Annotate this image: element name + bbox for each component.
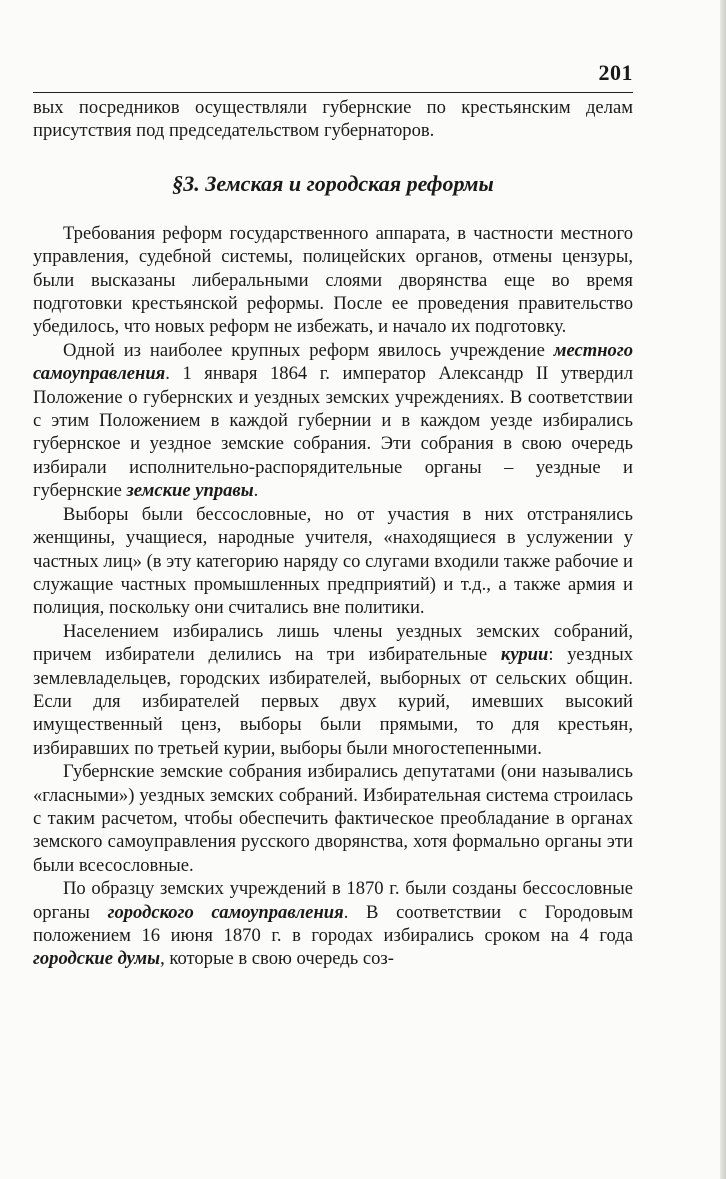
section-title: §3. Земская и городская реформы xyxy=(172,170,494,196)
paragraph-4-text-a: Населением избирались лишь члены уездных земских собраний, причем избиратели делились на три избирательные xyxy=(33,620,633,666)
paragraph-4-text-b: : уездных землевладельцев, городских избирателей, выборных от сельских общин. Если для избирателей первых двух курий, имевших высокий имущественный ценз, выборы были прямыми, то для крестьян, избиравших по третьей курии, выборы были многостепенными. xyxy=(33,644,633,759)
paragraph-6-text-a: По образцу земских учреждений в 1870 г. были созданы бессословные органы xyxy=(33,878,633,923)
paragraph-continuation: вых посредников осуществляли губернские по крестьянским делам присутствия под председательством губернаторов. xyxy=(33,97,633,142)
paragraph-2 xyxy=(33,339,633,503)
paragraph-6-text-b: . В соответствии с Городовым положением 16 июня 1870 г. в городах избирались сроком на 4 года xyxy=(33,901,633,946)
page-header xyxy=(33,58,633,93)
term-local-self-government: местного самоуправления xyxy=(33,339,633,385)
paragraph-2-text-a: Одной из наиболее крупных реформ явилось учреждение xyxy=(63,339,554,361)
paragraph-6 xyxy=(33,877,633,971)
book-page xyxy=(33,58,633,971)
paragraph-6-text-c: , которые в свою очередь соз- xyxy=(160,948,394,970)
term-zemstvo-boards: земские управы xyxy=(126,480,254,502)
term-curiae: курии xyxy=(500,644,549,666)
paragraph-5: Губернские земские собрания избирались депутатами (они назывались «гласными») уездных земских собраний. Избирательная система строилась с таким расчетом, чтобы обеспечить фактическое преобладание в органах земского самоуправления русского дворянства, хотя формально органы эти были всесословные. xyxy=(33,761,633,876)
paragraph-3: Выборы были бессословные, но от участия в них отстранялись женщины, учащиеся, народные учителя, «находящиеся в услужении у частных лиц» (в эту категорию наряду со слугами входили также рабочие и служащие частных промышленных предприятий) и т.д., а также армия и полиция, поскольку они считались вне политики. xyxy=(33,503,633,619)
paragraph-2-text-c: . xyxy=(253,480,259,502)
page-number: 201 xyxy=(598,60,633,85)
paragraph-4 xyxy=(33,620,633,760)
page-edge-shadow xyxy=(720,0,726,1179)
term-city-self-government: городского самоуправления xyxy=(107,901,344,923)
term-city-dumas: городские думы xyxy=(33,948,161,970)
paragraph-1: Требования реформ государственного аппарата, в частности местного управления, судебной системы, полицейских органов, отмены цензуры, были высказаны либеральными слоями дворянства еще во время подготовки крестьянской реформы. После ее проведения правительство убедилось, что новых реформ не избежать, и начало их подготовку. xyxy=(33,222,633,338)
paragraph-2-text-b: . 1 января 1864 г. император Александр II утвердил Положение о губернских и уездных земских учреждениях. В соответствии с этим Положением в каждой губернии и в каждом уезде избирались губернское и уездное земские собрания. Эти собрания в свою очередь избирали исполнительно-распорядительные органы – уездные и губернские xyxy=(33,363,633,502)
